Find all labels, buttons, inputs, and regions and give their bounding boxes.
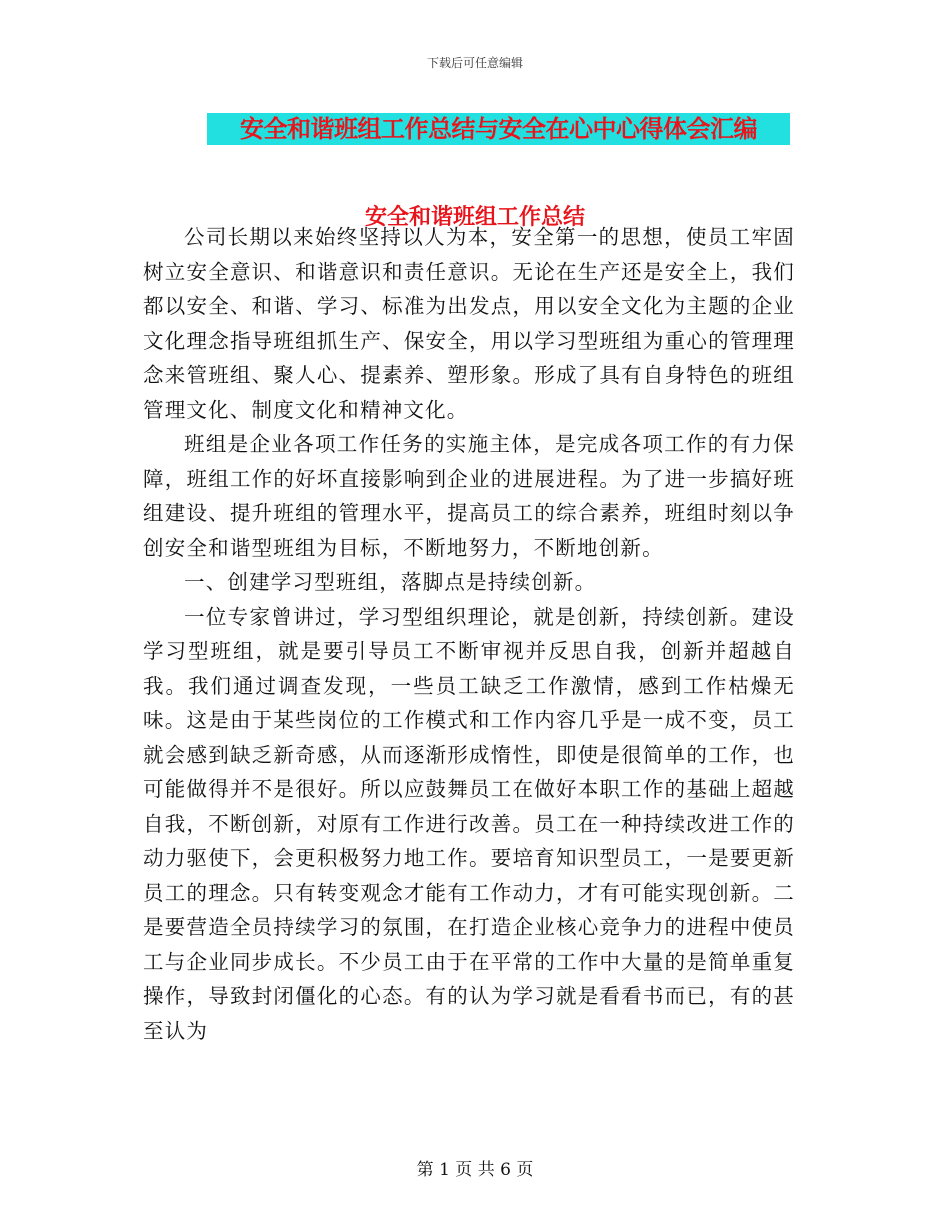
paragraph-4: 一位专家曾讲过，学习型组织理论，就是创新，持续创新。建设学习型班组，就是要引导员工不断审视并反思自我，创新并超越自我。我们通过调查发现，一些员工缺乏工作激情，感到工作枯燥无味。这是由于某些岗位的工作模式和工作内容几乎是一成不变，员工就会感到缺乏新奇感，从而逐渐形成惰性，即使是很简单的工作，也可能做得并不是很好。所以应鼓舞员工在做好本职工作的基础上超越自我，不断创新，对原有工作进行改善。员工在一种持续改进工作的动力驱使下，会更积极努力地工作。要培育知识型员工，一是要更新员工的理念。只有转变观念才能有工作动力，才有可能实现创新。二是要营造全员持续学习的氛围，在打造企业核心竞争力的进程中使员工与企业同步成长。不少员工由于在平常的工作中大量的是简单重复操作，导致封闭僵化的心态。有的认为学习就是看看书而已，有的甚至认为 [143, 604, 795, 1043]
paragraph-3-heading: 一、创建学习型班组，落脚点是持续创新。 [184, 570, 597, 594]
paragraph-2: 班组是企业各项工作任务的实施主体，是完成各项工作的有力保障，班组工作的好坏直接影响到企业的进展进程。为了进一步搞好班组建设、提升班组的管理水平，提高员工的综合素养，班组时刻以争创安全和谐型班组为目标，不断地努力，不断地创新。 [143, 432, 795, 560]
body-text [143, 220, 795, 1048]
document-title-highlight [207, 113, 790, 145]
header-note: 下载后可任意编辑 [426, 56, 523, 70]
section-title: 安全和谐班组工作总结 [364, 205, 585, 230]
paragraph-1: 公司长期以来始终坚持以人为本，安全第一的思想，使员工牢固树立安全意识、和谐意识和责任意识。无论在生产还是安全上，我们都以安全、和谐、学习、标准为出发点，用以安全文化为主题的企业文化理念指导班组抓生产、保安全，用以学习型班组为重心的管理理念来管班组、聚人心、提素养、塑形象。形成了具有自身特色的班组管理文化、制度文化和精神文化。 [143, 225, 795, 422]
document-title: 安全和谐班组工作总结与安全在心中心得体会汇编 [240, 115, 757, 143]
page-footer: 第 1 页 共 6 页 [416, 1160, 534, 1180]
